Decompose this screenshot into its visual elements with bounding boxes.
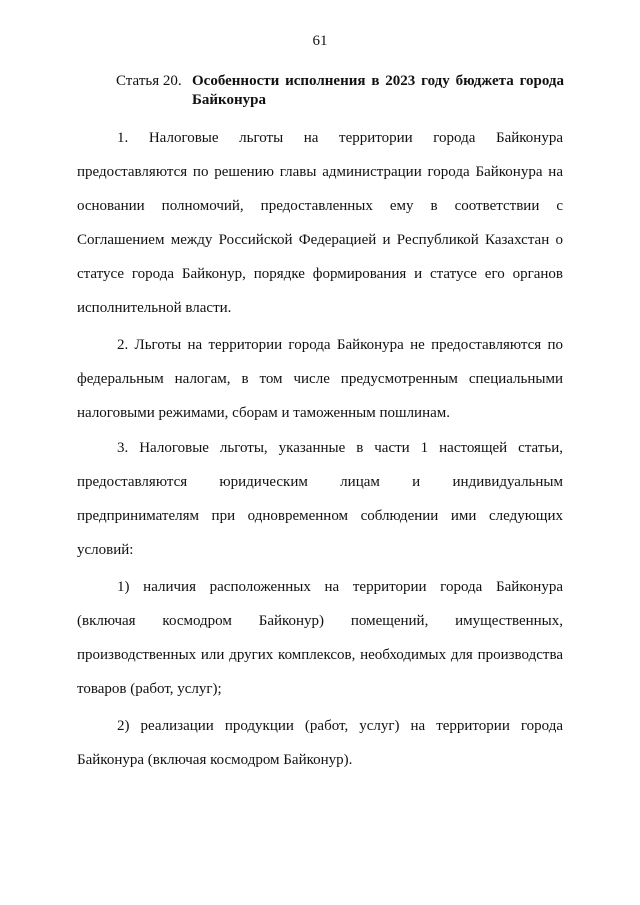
paragraph-1: 1. Налоговые льготы на территории города Байконура предоставляются по решению главы администрации города Байконура на основании полномочий, предоставленных ему в соответствии с Соглашением между Российской Федерацией и Республикой Казахстан о статусе города Байконур, порядке формирования и статусе его органов исполнительной власти. bbox=[77, 130, 563, 316]
page-number: 61 bbox=[312, 33, 328, 49]
article-label: Статья 20. bbox=[116, 73, 182, 89]
paragraph-3: 3. Налоговые льготы, указанные в части 1 настоящей статьи, предоставляются юридическим лицам и индивидуальным предпринимателям при одновременном соблюдении ими следующих условий: bbox=[77, 440, 563, 558]
article-title: Особенности исполнения в 2023 году бюджета города Байконура bbox=[192, 73, 564, 108]
paragraph-2: 2. Льготы на территории города Байконура не предоставляются по федеральным налогам, в том числе предусмотренным специальными налоговыми режимами, сборам и таможенным пошлинам. bbox=[77, 337, 563, 421]
paragraph-condition-2: 2) реализации продукции (работ, услуг) на территории города Байконура (включая космодром Байконур). bbox=[77, 718, 563, 768]
paragraph-condition-1: 1) наличия расположенных на территории города Байконура (включая космодром Байконур) помещений, имущественных, производственных или других комплексов, необходимых для производства товаров (работ, услуг); bbox=[77, 579, 563, 697]
